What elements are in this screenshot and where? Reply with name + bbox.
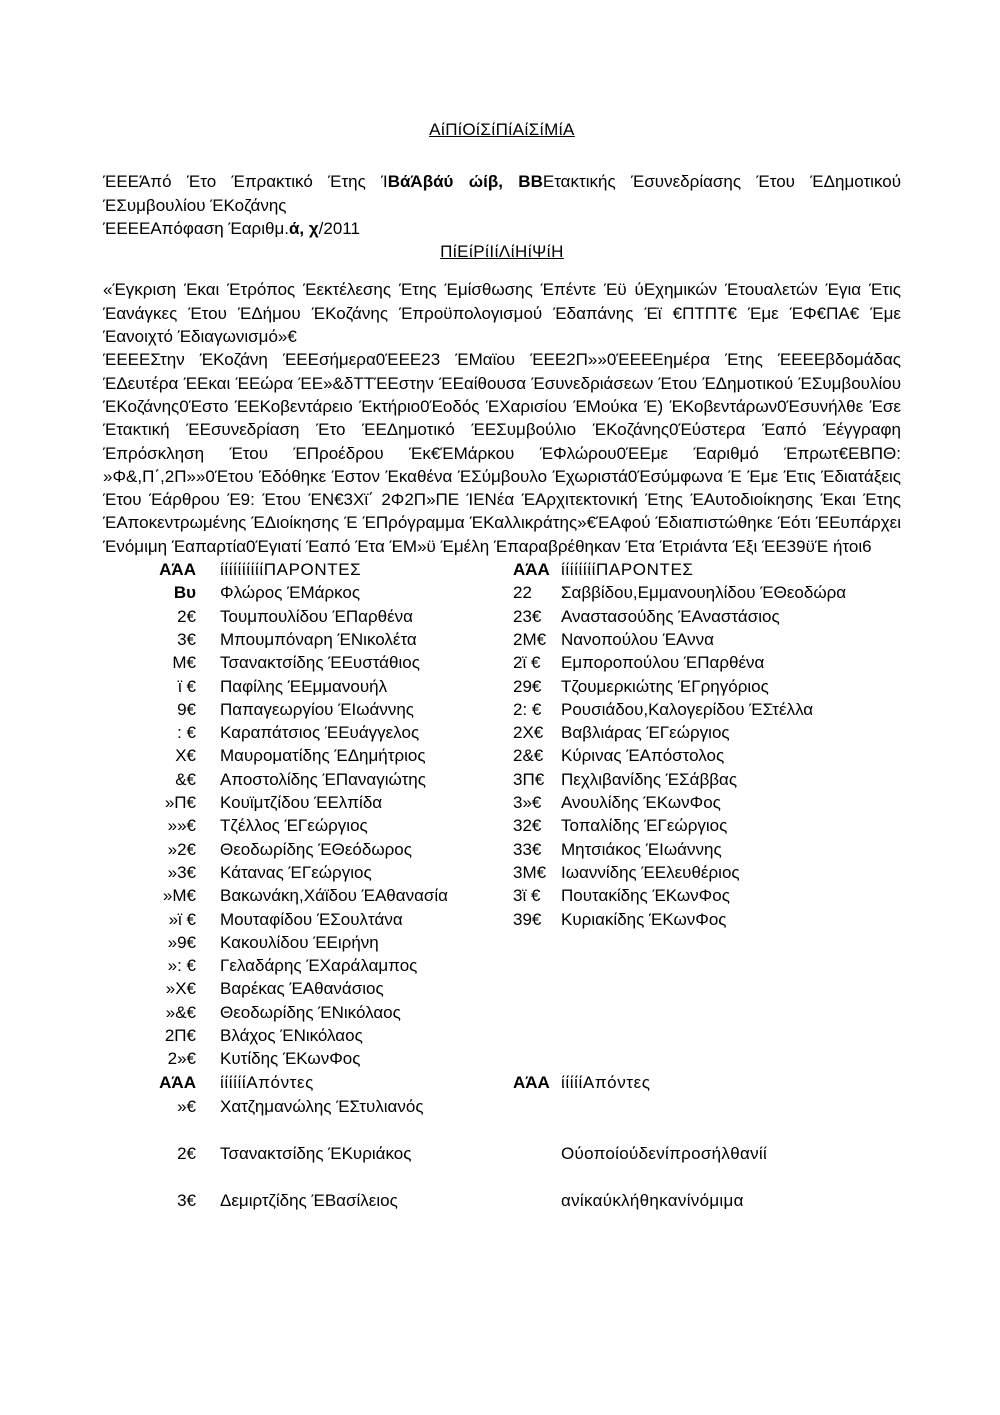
member-name: Βακωνάκη,Χάϊδου ΈΑθανασία [220, 886, 448, 906]
present-member-row [513, 768, 901, 791]
present-member-row [103, 581, 513, 604]
present-member-row [513, 884, 901, 907]
intro-text-pre: ΈΕΕΆπό Έτο Έπρακτικό Έτης Ί [103, 172, 388, 192]
member-number: Μ€ [172, 653, 196, 673]
present-list-title: ίίίίίίίίίίΠΑΡΟΝΤΕΣ [220, 560, 362, 580]
present-member-row [103, 1001, 513, 1024]
present-member-row [513, 908, 901, 931]
member-number: »2€ [167, 839, 196, 859]
present-member-row [513, 791, 901, 814]
member-name: Βλάχος ΈΝικόλαος [220, 1025, 363, 1045]
member-name: Δεμιρτζίδης ΈΒασίλειος [220, 1191, 398, 1211]
decision-number-line [103, 217, 901, 240]
member-number: »: € [167, 956, 196, 976]
present-left-column [103, 558, 513, 1071]
absent-right-column [513, 1071, 901, 1213]
member-number: Χ€ [175, 746, 196, 766]
present-member-row [513, 838, 901, 861]
present-member-row [103, 628, 513, 651]
member-number: 2Χ€ [513, 723, 544, 743]
member-name: Πεχλιβανίδης ΈΣάββας [561, 769, 738, 789]
present-member-row [513, 814, 901, 837]
intro-session-number: ΒάΆβάύ ώίβ, ΒΒ [387, 172, 543, 192]
present-right-column [513, 558, 901, 1071]
member-number: 3»€ [513, 793, 542, 813]
member-number: 2»€ [167, 1049, 196, 1069]
present-member-row [513, 581, 901, 604]
member-name: Τζέλλος ΈΓεώργιος [220, 816, 368, 836]
member-name: Γελαδάρης ΈΧαράλαμπος [220, 956, 418, 976]
present-member-row [513, 605, 901, 628]
absent-note-line: Ούοποίούδενίπροσήλθανίί [561, 1143, 768, 1163]
member-name: Κακουλίδου ΈΕιρήνη [220, 932, 379, 952]
member-name: Θεοδωρίδης ΈΘεόδωρος [220, 839, 412, 859]
aa-column-header: ΑΆΑ [513, 560, 550, 580]
present-member-row [513, 861, 901, 884]
member-number: »3€ [167, 862, 196, 882]
present-member-row [103, 605, 513, 628]
member-number: 2Μ€ [513, 629, 547, 649]
intro-text-post: Ετακτικής Έσυνεδρίασης Έτου ΈΔημοτικού ΈΣυμβουλίου ΈΚοζάνης [103, 172, 901, 215]
decision-year: /2011 [318, 218, 360, 238]
member-number: 22 [513, 583, 532, 603]
member-number: 3ϊ € [513, 886, 541, 906]
member-number: 29€ [513, 676, 542, 696]
member-number: 2Π€ [164, 1025, 196, 1045]
absent-left-rows [103, 1095, 513, 1213]
session-body-paragraph: ΈΕΕΕΣτην ΈΚοζάνη ΈΕΕσήμερα0ΈΕΕ23 ΈΜαϊου ΈΕΕ2Π»»0ΈΕΕΕημέρα Έτης ΈΕΕΕβδομάδας ΈΔευτέρα ΈΕκαι ΈΕώρα ΈΕ»&δΤΤΈΕστην ΈΕαίθουσα Έσυνεδριάσεων Έτου ΈΔημοτικού ΈΣυμβουλίου ΈΚοζάνης0Έστο ΈΕΚοβεντάρειο Έκτήριο0Έοδός ΈΧαρισίου ΈΜούκα Έ) ΈΚοβεντάρων0Έσυνήλθε Έσε Έτακτική ΈΕσυνεδρίαση Έτο ΈΕΔημοτικό ΈΕΣυμβούλιο ΈΚοζάνης0Έύστερα Έαπό Έέγγραφη Έπρόσκληση Έτου ΈΠροέδρου Έκ€ΈΜάρκου ΈΦλώρου0ΈΕμε Έαριθμό Έπρωτ€ΕΒΠΘ: »Φ&,Π΄,2Π»»0Έτου Έδόθηκε Έστον Έκαθένα ΈΣύμβουλο Έχωριστά0Έσύμφωνα Έ Έμε Έτις Έδιατάξεις Έτου Έάρθρου Έ9: Έτου ΈΝ€3Χϊ΄ 2Φ2Π»ΠΕ ΊΕΝέα ΈΑρχιτεκτονική Έτης ΈΑυτοδιοίκησης Έκαι Έτης ΈΑποκεντρωμένης ΈΔιοίκησης Έ ΈΠρόγραμμα ΈΚαλλικράτης»€ΈΑφού Έδιαπιστώθηκε Έότι ΈΕυπάρχει Ένόμιμη Έαπαρτία0Έγιατί Έαπό Έτα ΈΜ»ϋ Έμέλη Έπαραβρέθηκαν Έτα Έτριάντα Έξι ΈΕ39ϋΈ ήτοι6 [103, 350, 901, 556]
member-name: Τσανακτσίδης ΈΚυριάκος [220, 1144, 412, 1164]
member-name: Φλώρος ΈΜάρκος [220, 583, 361, 603]
member-name: Τσανακτσίδης ΈΕυστάθιος [220, 653, 420, 673]
present-member-row [103, 768, 513, 791]
member-name: Κουϊμτζίδου ΈΕλπίδα [220, 793, 383, 813]
member-number: 2&€ [513, 746, 544, 766]
member-name: Μαυροματίδης ΈΔημήτριος [220, 746, 426, 766]
member-name: Κάτανας ΈΓεώργιος [220, 862, 372, 882]
present-member-row [103, 908, 513, 931]
member-name: Παπαγεωργίου ΈΙωάννης [220, 699, 414, 719]
member-name: Πουτακίδης ΈΚωνΦος [561, 886, 730, 906]
member-name: Καραπάτσιος ΈΕυάγγελος [220, 723, 420, 743]
present-member-row [513, 675, 901, 698]
member-name: Βαρέκας ΈΑθανάσιος [220, 979, 384, 999]
member-number: 3Μ€ [513, 862, 547, 882]
present-member-row [513, 698, 901, 721]
member-name: Τουμπουλίδου ΈΠαρθένα [220, 606, 413, 626]
present-member-row [103, 744, 513, 767]
absent-member-row [103, 1189, 513, 1212]
member-name: Τοπαλίδης ΈΓεώργιος [561, 816, 728, 836]
aa-column-header: ΑΆΑ [159, 1072, 196, 1092]
member-number: 2ϊ € [513, 653, 541, 673]
present-member-row [103, 861, 513, 884]
member-number: »9€ [167, 932, 196, 952]
member-name: Ανουλίδης ΈΚωνΦος [561, 793, 721, 813]
member-number: ϊ € [178, 676, 196, 696]
member-number: 39€ [513, 909, 542, 929]
present-member-row [103, 651, 513, 674]
member-name: Αναστασούδης ΈΑναστάσιος [561, 606, 780, 626]
present-member-row [103, 814, 513, 837]
present-member-row [103, 954, 513, 977]
member-name: Βαβλιάρας ΈΓεώργιος [561, 723, 730, 743]
present-member-row [103, 884, 513, 907]
absent-left-column [103, 1071, 513, 1213]
document-content [103, 118, 901, 1213]
member-name: Μουταφίδου ΈΣουλτάνα [220, 909, 403, 929]
member-number: »»€ [167, 816, 196, 836]
absent-member-row [103, 1095, 513, 1118]
member-name: Ιωαννίδης ΈΕλευθέριος [561, 862, 740, 882]
member-number: 23€ [513, 606, 542, 626]
absent-notes [561, 1142, 901, 1213]
present-member-row [513, 744, 901, 767]
present-right-header [513, 558, 901, 581]
attendance-roster [103, 558, 901, 1213]
aa-column-header: ΑΆΑ [159, 560, 196, 580]
member-name: Χατζημανώλης ΈΣτυλιανός [220, 1096, 424, 1116]
present-member-row [103, 675, 513, 698]
present-member-row [513, 628, 901, 651]
present-member-row [103, 791, 513, 814]
present-right-rows [513, 581, 901, 930]
member-number: &€ [175, 769, 196, 789]
member-number: 2€ [177, 606, 196, 626]
present-section [103, 558, 901, 1071]
member-name: Τζουμερκιώτης ΈΓρηγόριος [561, 676, 769, 696]
member-name: Ρουσιάδου,Καλογερίδου ΈΣτέλλα [561, 699, 814, 719]
present-member-row [103, 838, 513, 861]
member-number: 9€ [177, 699, 196, 719]
member-name: Εμποροπούλου ΈΠαρθένα [561, 653, 765, 673]
member-number: 3€ [177, 629, 196, 649]
present-left-rows [103, 581, 513, 1070]
decision-number: ά, χ [288, 218, 319, 238]
absent-list-title: ίίίίίίΑπόντες [220, 1072, 314, 1092]
member-number: »Μ€ [162, 886, 196, 906]
absent-right-header [513, 1071, 901, 1094]
member-name: Νανοπούλου ΈΑννα [561, 629, 714, 649]
document-title: ΑίΠίΟίΣίΠίΑίΣίΜίΑ [429, 120, 575, 139]
member-number: »ϊ € [168, 909, 196, 929]
present-left-header [103, 558, 513, 581]
member-name: Σαββίδου,Εμμανουηλίδου ΈΘεοδώρα [561, 583, 847, 603]
member-name: Κυτίδης ΈΚωνΦος [220, 1049, 361, 1069]
aa-column-header: ΑΆΑ [513, 1072, 550, 1092]
member-name: Αποστολίδης ΈΠαναγιώτης [220, 769, 426, 789]
intro-paragraph [103, 170, 901, 217]
absent-member-row [103, 1142, 513, 1165]
member-number: 3Π€ [513, 769, 545, 789]
absent-list-title: ίίίίίΑπόντες [561, 1072, 651, 1092]
present-member-row [103, 721, 513, 744]
present-member-row [103, 698, 513, 721]
present-member-row [513, 651, 901, 674]
summary-heading: ΠίΕίΡίΙίΛίΗίΨίΗ [440, 242, 564, 262]
absent-section [103, 1071, 901, 1213]
member-number: »Χ€ [165, 979, 196, 999]
member-number: 32€ [513, 816, 542, 836]
absent-left-header [103, 1071, 513, 1094]
present-member-row [103, 1047, 513, 1070]
member-number: »Π€ [164, 793, 196, 813]
member-number: »&€ [165, 1002, 196, 1022]
present-member-row [513, 721, 901, 744]
member-name: Κύρινας ΈΑπόστολος [561, 746, 725, 766]
present-list-title: ίίίίίίίίΠΑΡΟΝΤΕΣ [561, 560, 694, 580]
summary-paragraph: «Έγκριση Έκαι Έτρόπος Έεκτέλεσης Έτης Έμίσθωσης Έπέντε Έϋ ύΕχημικών Έτουαλετών Έγια Έτις Έανάγκες Έτου ΈΔήμου ΈΚοζάνης Έπροϋπολογισμού Έδαπάνης Έϊ €ΠΤΠΤ€ Έμε ΈΦ€ΠΑ€ Έμε Έανοιχτό Έδιαγωνισμό»€ [103, 280, 901, 347]
member-number: : € [177, 723, 196, 743]
member-number: 2: € [513, 699, 542, 719]
member-number: Βυ [173, 583, 196, 603]
member-name: Κυριακίδης ΈΚωνΦος [561, 909, 727, 929]
member-name: Μητσιάκος ΈΙωάννης [561, 839, 722, 859]
decision-text-pre: ΈΕΕΕΑπόφαση Έαριθμ. [103, 218, 289, 238]
present-member-row [103, 1024, 513, 1047]
member-number: 33€ [513, 839, 542, 859]
present-member-row [103, 931, 513, 954]
member-number: »€ [177, 1096, 196, 1116]
absent-note-line: ανίκαύκλήθηκανίνόμιμα [561, 1191, 744, 1211]
member-name: Παφίλης ΈΕμμανουήλ [220, 676, 388, 696]
present-member-row [103, 977, 513, 1000]
member-number: 3€ [177, 1191, 196, 1211]
member-number: 2€ [177, 1144, 196, 1164]
member-name: Μπουμπόναρη ΈΝικολέτα [220, 629, 417, 649]
member-name: Θεοδωρίδης ΈΝικόλαος [220, 1002, 401, 1022]
